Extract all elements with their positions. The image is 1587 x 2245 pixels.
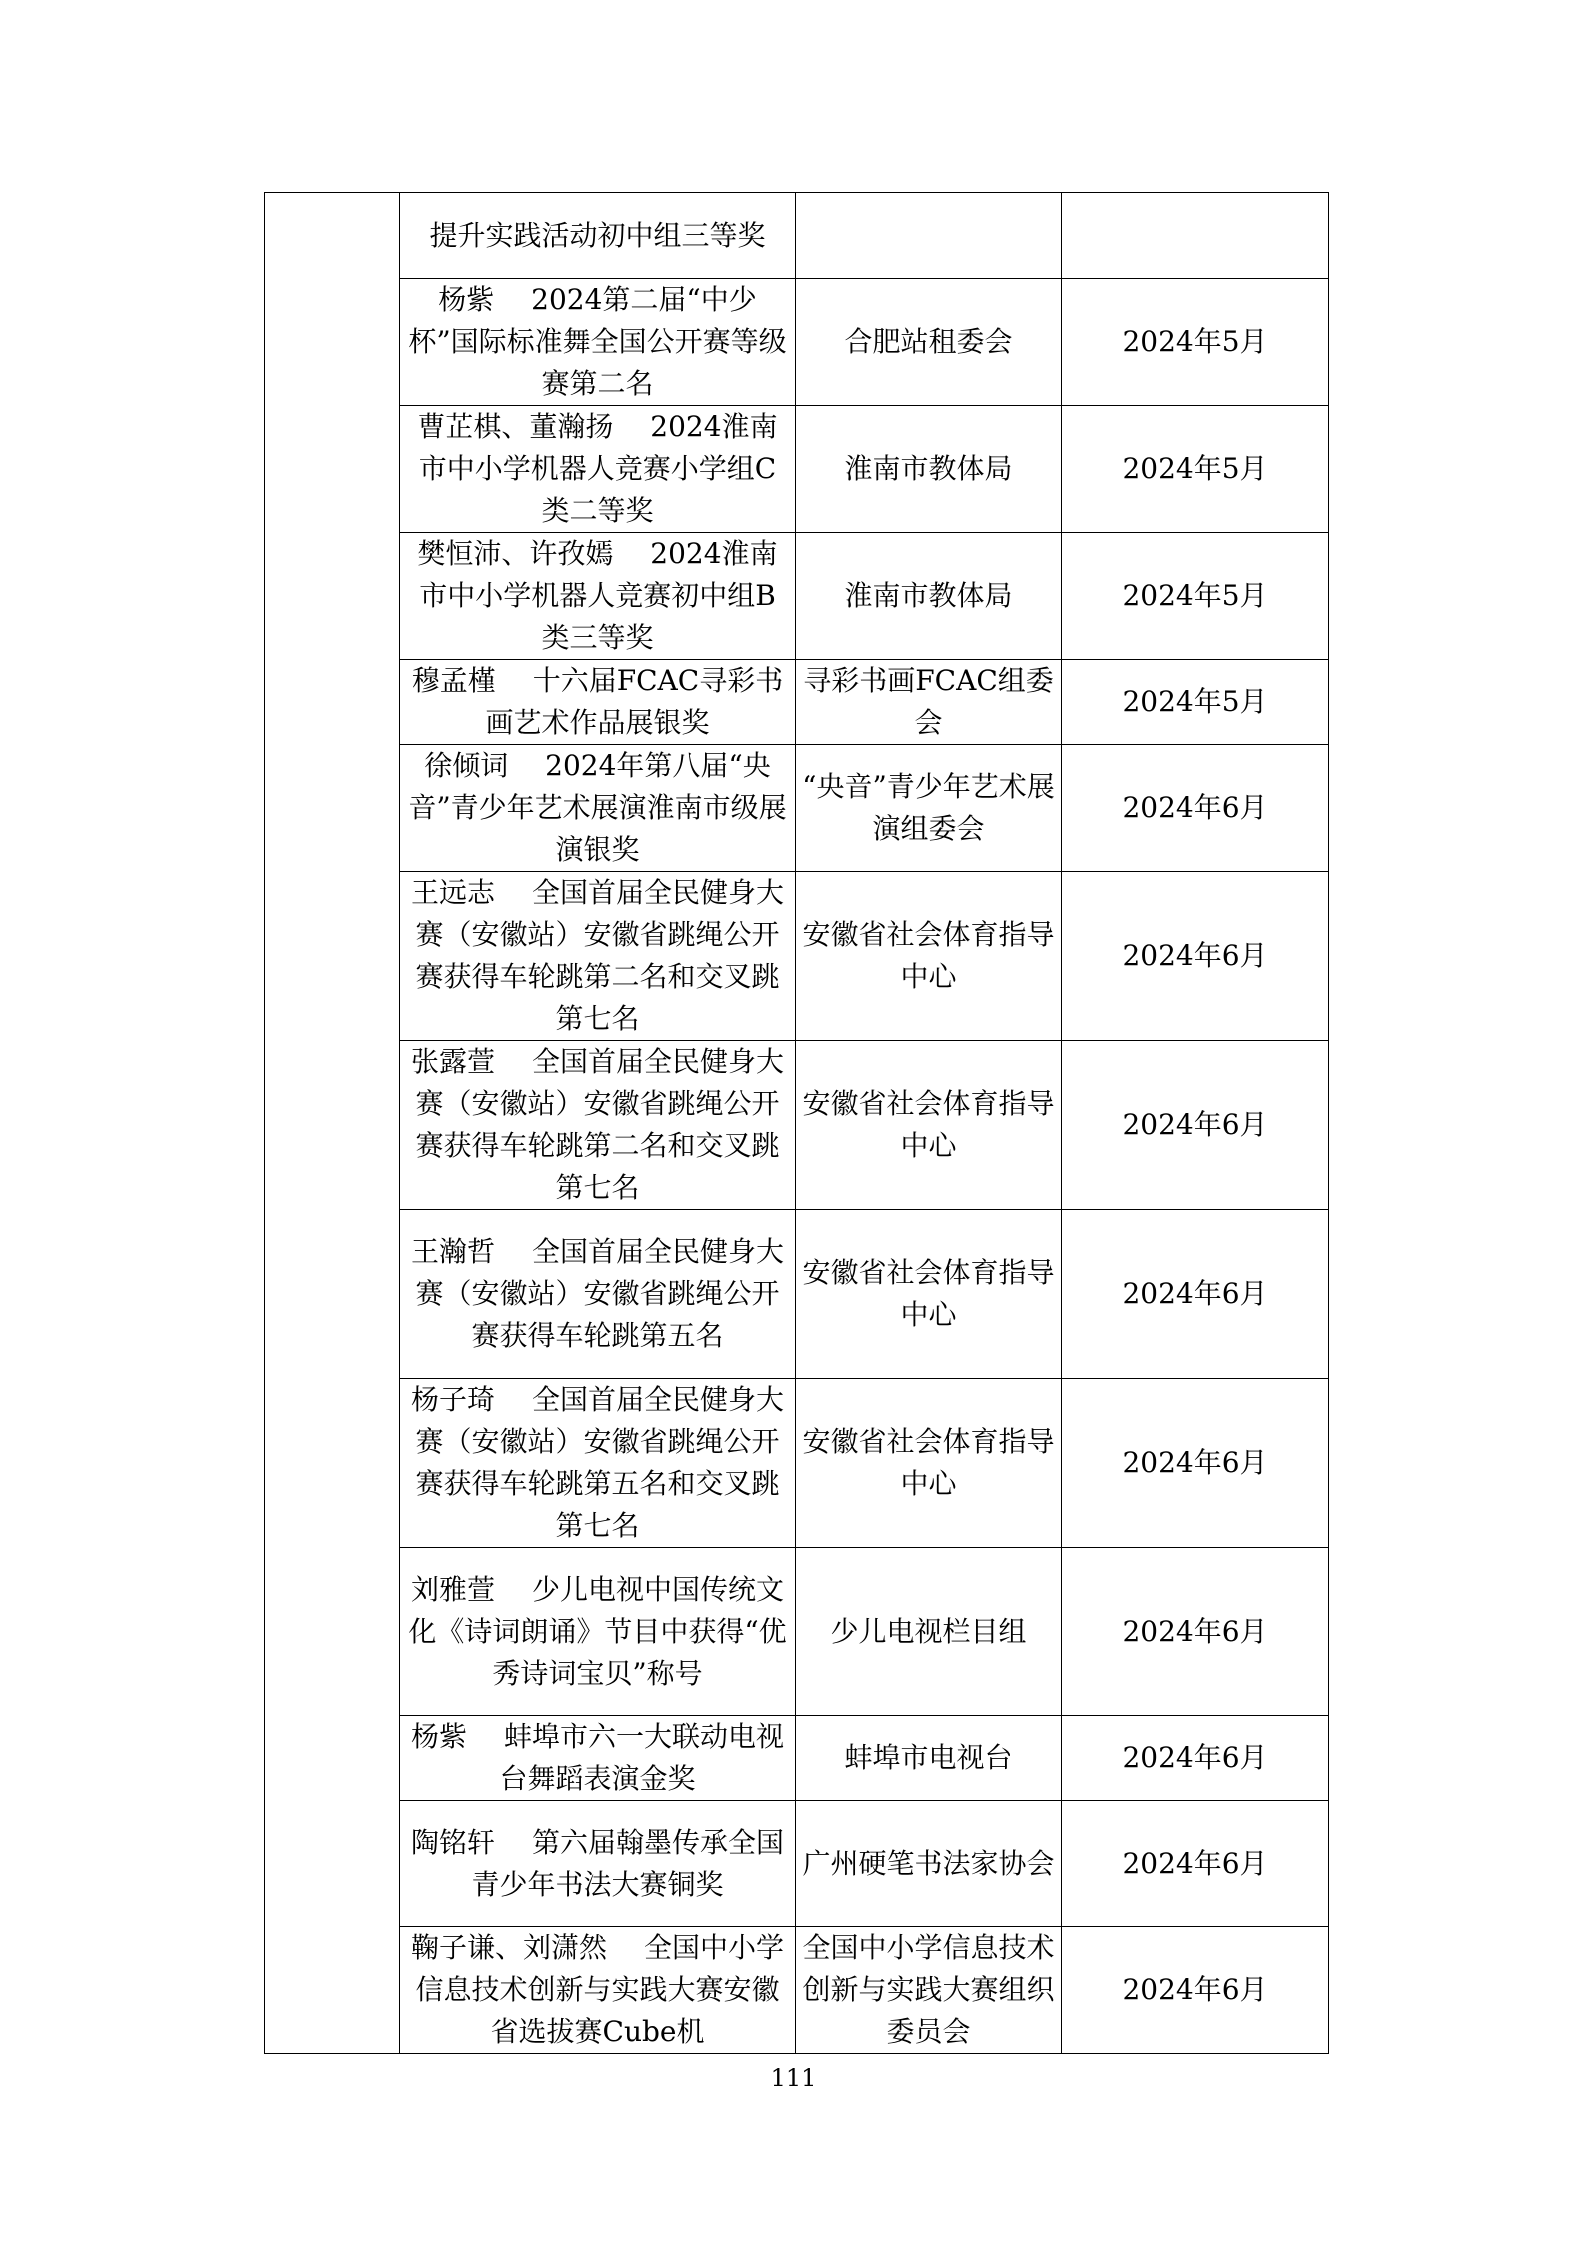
organizer-cell: 广州硬笔书法家协会	[796, 1801, 1062, 1927]
organizer-cell: 蚌埠市电视台	[796, 1716, 1062, 1801]
table-row	[265, 1210, 1329, 1379]
table-row	[265, 193, 1329, 279]
date-cell: 2024年6月	[1062, 1210, 1329, 1379]
award-cell: 徐倾词 2024年第八届“央音”青少年艺术展演淮南市级展演银奖	[400, 745, 796, 872]
organizer-cell: 合肥站租委会	[796, 279, 1062, 406]
date-cell: 2024年6月	[1062, 1801, 1329, 1927]
date-cell	[1062, 193, 1329, 279]
date-cell: 2024年6月	[1062, 1927, 1329, 2054]
table-row	[265, 1927, 1329, 2054]
date-cell: 2024年6月	[1062, 1548, 1329, 1716]
organizer-cell: 淮南市教体局	[796, 406, 1062, 533]
award-cell: 鞠子谦、刘潇然 全国中小学信息技术创新与实践大赛安徽省选拔赛Cube机	[400, 1927, 796, 2054]
table-row	[265, 1801, 1329, 1927]
table-row	[265, 872, 1329, 1041]
table-row	[265, 533, 1329, 660]
award-cell: 刘雅萱 少儿电视中国传统文化《诗词朗诵》节目中获得“优秀诗词宝贝”称号	[400, 1548, 796, 1716]
table-row	[265, 660, 1329, 745]
page-number: 111	[770, 2064, 817, 2092]
award-cell: 提升实践活动初中组三等奖	[400, 193, 796, 279]
organizer-cell: 安徽省社会体育指导中心	[796, 1041, 1062, 1210]
date-cell: 2024年6月	[1062, 1379, 1329, 1548]
date-cell: 2024年5月	[1062, 660, 1329, 745]
award-cell: 张露萱 全国首届全民健身大赛（安徽站）安徽省跳绳公开赛获得车轮跳第二名和交叉跳第七名	[400, 1041, 796, 1210]
organizer-cell	[796, 193, 1062, 279]
award-cell: 陶铭轩 第六届翰墨传承全国青少年书法大赛铜奖	[400, 1801, 796, 1927]
award-cell: 王瀚哲 全国首届全民健身大赛（安徽站）安徽省跳绳公开赛获得车轮跳第五名	[400, 1210, 796, 1379]
table-row	[265, 1548, 1329, 1716]
awards-table	[264, 192, 1329, 2054]
organizer-cell: 少儿电视栏目组	[796, 1548, 1062, 1716]
table-row	[265, 745, 1329, 872]
date-cell: 2024年6月	[1062, 1041, 1329, 1210]
table-row	[265, 1379, 1329, 1548]
award-cell: 樊恒沛、许孜嫣 2024淮南市中小学机器人竞赛初中组B类三等奖	[400, 533, 796, 660]
organizer-cell: 全国中小学信息技术创新与实践大赛组织委员会	[796, 1927, 1062, 2054]
date-cell: 2024年6月	[1062, 745, 1329, 872]
table-row	[265, 406, 1329, 533]
organizer-cell: 安徽省社会体育指导中心	[796, 872, 1062, 1041]
date-cell: 2024年5月	[1062, 279, 1329, 406]
date-cell: 2024年5月	[1062, 406, 1329, 533]
organizer-cell: 安徽省社会体育指导中心	[796, 1379, 1062, 1548]
table-row	[265, 1041, 1329, 1210]
organizer-cell: 寻彩书画FCAC组委会	[796, 660, 1062, 745]
organizer-cell: 淮南市教体局	[796, 533, 1062, 660]
award-cell: 杨紫 蚌埠市六一大联动电视台舞蹈表演金奖	[400, 1716, 796, 1801]
award-cell: 穆孟槿 十六届FCAC寻彩书画艺术作品展银奖	[400, 660, 796, 745]
award-cell: 杨紫 2024第二届“中少杯”国际标准舞全国公开赛等级赛第二名	[400, 279, 796, 406]
date-cell: 2024年5月	[1062, 533, 1329, 660]
table-row	[265, 279, 1329, 406]
table-row	[265, 1716, 1329, 1801]
organizer-cell: “央音”青少年艺术展演组委会	[796, 745, 1062, 872]
award-cell: 杨子琦 全国首届全民健身大赛（安徽站）安徽省跳绳公开赛获得车轮跳第五名和交叉跳第七名	[400, 1379, 796, 1548]
date-cell: 2024年6月	[1062, 872, 1329, 1041]
award-cell: 王远志 全国首届全民健身大赛（安徽站）安徽省跳绳公开赛获得车轮跳第二名和交叉跳第七名	[400, 872, 796, 1041]
category-cell	[265, 193, 400, 2054]
organizer-cell: 安徽省社会体育指导中心	[796, 1210, 1062, 1379]
date-cell: 2024年6月	[1062, 1716, 1329, 1801]
award-cell: 曹芷棋、董瀚扬 2024淮南市中小学机器人竞赛小学组C类二等奖	[400, 406, 796, 533]
